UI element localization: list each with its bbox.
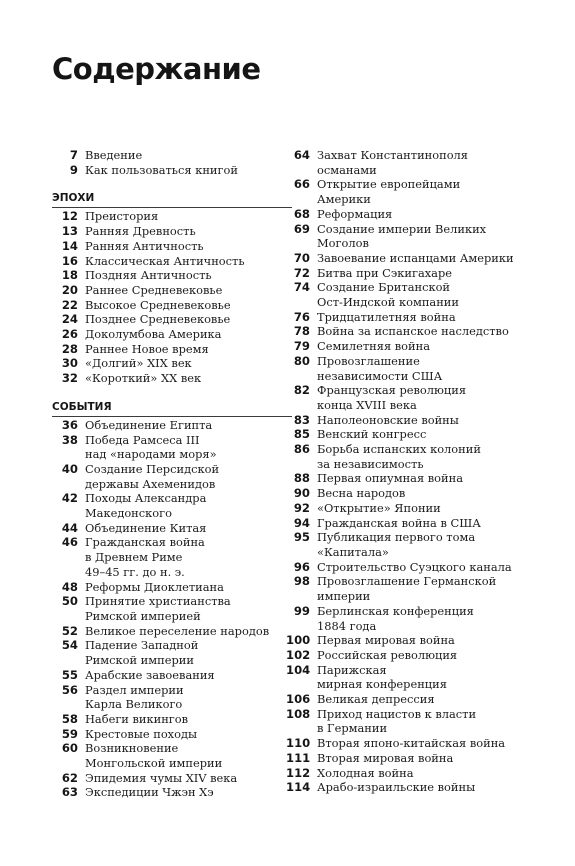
- page-number: 66: [293, 177, 310, 192]
- section-heading: ЭПОХИ: [52, 192, 95, 205]
- page-number: 70: [293, 250, 310, 265]
- page-title: Содержание: [52, 52, 261, 86]
- page-number: 68: [293, 206, 310, 221]
- toc-entry[interactable]: [286, 266, 536, 281]
- page-number: 55: [61, 667, 78, 682]
- page-number: 30: [61, 356, 78, 371]
- page-number: 104: [286, 662, 311, 677]
- toc-entry[interactable]: [286, 486, 536, 501]
- page-number: 111: [286, 750, 311, 765]
- entry-title: Высокое Средневековье: [85, 297, 231, 312]
- toc-entry[interactable]: [52, 312, 292, 327]
- section-heading: СОБЫТИЯ: [52, 400, 112, 413]
- entry-title: Раннее Новое время: [85, 341, 209, 356]
- entry-title: «Открытие» Японии: [317, 500, 441, 515]
- page-number: 86: [293, 442, 310, 457]
- toc-entry[interactable]: [286, 471, 536, 486]
- page-number: 20: [61, 282, 78, 297]
- entry-title: Открытие европейцами Америки: [317, 177, 461, 207]
- entry-title: Гражданская война в Древнем Риме 49–45 гг. до н. э.: [85, 535, 205, 579]
- toc-entry[interactable]: [286, 222, 536, 251]
- toc-entry[interactable]: [52, 433, 292, 462]
- page-number: 52: [61, 623, 78, 638]
- page-number: 38: [61, 432, 78, 447]
- page-number: 92: [293, 500, 310, 515]
- page-number: 108: [286, 706, 311, 721]
- toc-entry[interactable]: [52, 209, 292, 224]
- toc-entry[interactable]: [52, 418, 292, 433]
- page-number: 16: [61, 253, 78, 268]
- entry-title: Арабские завоевания: [85, 667, 215, 682]
- entry-title: Борьба испанских колоний за независимость: [317, 442, 481, 471]
- page-number: 24: [61, 312, 78, 327]
- page-number: 26: [61, 327, 78, 342]
- page-number: 85: [293, 427, 310, 442]
- toc-entry[interactable]: [286, 574, 536, 603]
- entry-title: Экспедиции Чжэн Хэ: [85, 785, 214, 800]
- entry-title: Классическая Античность: [85, 253, 245, 268]
- page-number: 40: [61, 461, 78, 476]
- toc-entry[interactable]: [52, 535, 292, 579]
- page-number: 110: [286, 736, 311, 751]
- page-number: 112: [286, 765, 311, 780]
- entry-title: Великое переселение народов: [85, 623, 270, 638]
- entry-title: Ранняя Древность: [85, 224, 196, 239]
- toc-entry[interactable]: [52, 163, 292, 178]
- toc-entry[interactable]: [286, 427, 536, 442]
- entry-title: Первая мировая война: [317, 633, 455, 648]
- entry-title: Раздел империи Карла Великого: [85, 682, 184, 712]
- toc-entry[interactable]: [286, 310, 536, 325]
- toc-entry[interactable]: [286, 383, 536, 412]
- page-number: 78: [293, 324, 310, 339]
- entry-title: Наполеоновские войны: [317, 412, 459, 427]
- page-number: 62: [61, 770, 78, 785]
- toc-entry[interactable]: [286, 324, 536, 339]
- toc-entry[interactable]: [286, 692, 536, 707]
- page-number: 64: [293, 148, 310, 162]
- entry-title: Создание Британской Ост-Индской компании: [317, 280, 459, 310]
- entry-title: Российская революция: [317, 647, 458, 662]
- page-number: 42: [61, 491, 78, 506]
- toc-entry[interactable]: [286, 516, 536, 531]
- entry-title: Принятие христианства Римской империей: [85, 594, 231, 623]
- page-number: 18: [61, 268, 78, 283]
- page-number: 50: [61, 594, 78, 609]
- page-number: 95: [293, 530, 310, 545]
- page-number: 100: [286, 633, 311, 648]
- page-number: 58: [61, 711, 78, 726]
- entry-title: Походы Александра Македонского: [85, 491, 207, 521]
- page-number: 44: [61, 520, 78, 535]
- page-number: 72: [293, 265, 310, 280]
- toc-entry[interactable]: [286, 707, 536, 736]
- entry-title: «Короткий» XX век: [85, 371, 202, 386]
- toc-entry[interactable]: [286, 560, 536, 575]
- toc-entry[interactable]: [52, 712, 292, 727]
- toc-entry[interactable]: [52, 624, 292, 639]
- toc-entry[interactable]: [286, 604, 536, 633]
- entry-title: Строительство Суэцкого канала: [317, 559, 512, 574]
- page-number: 46: [61, 535, 78, 550]
- toc-entry[interactable]: [52, 283, 292, 298]
- entry-title: Позднее Средневековье: [85, 312, 231, 327]
- toc-entry[interactable]: [52, 327, 292, 342]
- page-number: 94: [293, 515, 310, 530]
- entry-title: Арабо-израильские войны: [317, 780, 476, 795]
- entry-title: Парижская мирная конференция: [317, 662, 447, 692]
- toc-entry[interactable]: [286, 339, 536, 354]
- entry-title: Крестовые походы: [85, 726, 198, 741]
- entry-title: Завоевание испанцами Америки: [317, 250, 514, 265]
- toc-entry[interactable]: [52, 298, 292, 313]
- toc-entry[interactable]: [52, 224, 292, 239]
- toc-entry[interactable]: [286, 177, 536, 206]
- entry-title: Весна народов: [317, 486, 406, 501]
- entry-title: Объединение Китая: [85, 520, 207, 535]
- toc-entry[interactable]: [286, 766, 536, 781]
- entry-title: Берлинская конференция 1884 года: [317, 603, 474, 633]
- entry-title: Реформация: [317, 206, 393, 221]
- toc-entry[interactable]: [52, 580, 292, 595]
- page-number: 99: [293, 603, 310, 618]
- entry-title: Поздняя Античность: [85, 268, 212, 283]
- page-number: 76: [293, 309, 310, 324]
- entry-title: Объединение Египта: [85, 417, 213, 432]
- page-number: 63: [61, 785, 78, 800]
- toc-entry[interactable]: [286, 280, 536, 309]
- page-number: 36: [61, 417, 78, 432]
- toc-entry[interactable]: [286, 736, 536, 751]
- entry-title: Набеги викингов: [85, 711, 189, 726]
- page-number: 59: [61, 726, 78, 741]
- toc-left-column: [52, 148, 292, 800]
- entry-title: Доколумбова Америка: [85, 327, 222, 342]
- entry-title: Провозглашение Германской империи: [317, 574, 497, 604]
- entry-title: Первая опиумная война: [317, 471, 464, 486]
- page-number: 60: [61, 741, 78, 756]
- toc-entry[interactable]: [286, 148, 536, 177]
- entry-title: Приход нацистов к власти в Германии: [317, 706, 477, 736]
- toc-entry[interactable]: [52, 462, 292, 491]
- toc-entry[interactable]: [52, 785, 292, 800]
- entry-title: Венский конгресс: [317, 427, 427, 442]
- page-number: 106: [286, 692, 311, 707]
- toc-entry[interactable]: [52, 727, 292, 742]
- page-number: 90: [293, 486, 310, 501]
- toc-entry[interactable]: [52, 741, 292, 770]
- toc-entry[interactable]: [286, 413, 536, 428]
- page-number: 22: [61, 297, 78, 312]
- toc-entry[interactable]: [286, 501, 536, 516]
- page-number: 114: [286, 780, 311, 795]
- section-divider: [52, 207, 292, 208]
- toc-entry[interactable]: [52, 239, 292, 254]
- page-number: 12: [61, 209, 78, 224]
- toc-entry[interactable]: [286, 207, 536, 222]
- page-number: 102: [286, 647, 311, 662]
- entry-title: Холодная война: [317, 765, 414, 780]
- toc-entry[interactable]: [52, 638, 292, 667]
- entry-title: Гражданская война в США: [317, 515, 481, 530]
- entry-title: Вторая мировая война: [317, 750, 454, 765]
- entry-title: Создание Персидской державы Ахеменидов: [85, 461, 220, 491]
- entry-title: Преистория: [85, 209, 159, 224]
- sections-container: [52, 192, 292, 800]
- page-number: 56: [61, 682, 78, 697]
- intro-list: [52, 148, 292, 177]
- entry-title: Реформы Диоклетиана: [85, 579, 224, 594]
- entry-title: Война за испанское наследство: [317, 324, 509, 339]
- section-divider: [52, 416, 292, 417]
- page-number: 9: [69, 162, 78, 177]
- toc-entry[interactable]: [52, 594, 292, 623]
- toc-entry[interactable]: [52, 148, 292, 163]
- page-number: 96: [293, 559, 310, 574]
- toc-entry[interactable]: [286, 251, 536, 266]
- toc-entry[interactable]: [286, 530, 536, 559]
- entry-title: Публикация первого тома «Капитала»: [317, 530, 476, 559]
- toc-entry[interactable]: [286, 751, 536, 766]
- toc-entry[interactable]: [52, 254, 292, 269]
- page-number: 32: [61, 371, 78, 386]
- toc-entry[interactable]: [52, 668, 292, 683]
- toc-entry[interactable]: [52, 342, 292, 357]
- toc-entry[interactable]: [286, 442, 536, 471]
- toc-entry[interactable]: [286, 633, 536, 648]
- events-continued-list: [286, 148, 536, 795]
- entry-title: Падение Западной Римской империи: [85, 638, 199, 668]
- page-number: 13: [61, 224, 78, 239]
- page-number: 83: [293, 412, 310, 427]
- entry-title: Ранняя Античность: [85, 238, 204, 253]
- entry-title: Введение: [85, 148, 143, 162]
- page-number: 88: [293, 471, 310, 486]
- entry-title: Тридцатилетняя война: [317, 309, 456, 324]
- entry-title: Победа Рамсеса III над «народами моря»: [85, 432, 217, 462]
- page-number: 79: [293, 339, 310, 354]
- toc-entry[interactable]: [52, 771, 292, 786]
- page-number: 48: [61, 579, 78, 594]
- toc-entry[interactable]: [286, 354, 536, 383]
- entry-title: Вторая японо-китайская война: [317, 736, 506, 751]
- toc-entry[interactable]: [52, 491, 292, 520]
- page-number: 7: [69, 148, 78, 162]
- entry-title: Великая депрессия: [317, 692, 435, 707]
- page-number: 98: [293, 574, 310, 589]
- entry-title: Битва при Сэкигахаре: [317, 265, 452, 280]
- page-number: 74: [293, 280, 310, 295]
- toc-entry[interactable]: [52, 356, 292, 371]
- entry-title: Провозглашение независимости США: [317, 353, 443, 383]
- toc-entry[interactable]: [52, 521, 292, 536]
- page-number: 82: [293, 383, 310, 398]
- entry-title: Возникновение Монгольской империи: [85, 741, 223, 771]
- page-number: 28: [61, 341, 78, 356]
- toc-entry[interactable]: [52, 371, 292, 386]
- entry-title: «Долгий» XIX век: [85, 356, 192, 371]
- page-number: 14: [61, 238, 78, 253]
- entry-title: Создание империи Великих Моголов: [317, 221, 487, 251]
- toc-entry[interactable]: [52, 683, 292, 712]
- entry-title: Захват Константинополя османами: [317, 148, 468, 177]
- toc-entry[interactable]: [286, 648, 536, 663]
- page-number: 80: [293, 353, 310, 368]
- entry-title: Эпидемия чумы XIV века: [85, 770, 238, 785]
- page-number: 54: [61, 638, 78, 653]
- toc-right-column: [286, 148, 536, 795]
- toc-entry[interactable]: [286, 663, 536, 692]
- page-number: 69: [293, 221, 310, 236]
- entry-title: Раннее Средневековье: [85, 282, 223, 297]
- toc-entry[interactable]: [52, 268, 292, 283]
- entry-title: Семилетняя война: [317, 339, 431, 354]
- toc-entry[interactable]: [286, 780, 536, 795]
- entry-title: Как пользоваться книгой: [85, 162, 238, 177]
- entry-title: Французская революция конца XVIII века: [317, 383, 467, 412]
